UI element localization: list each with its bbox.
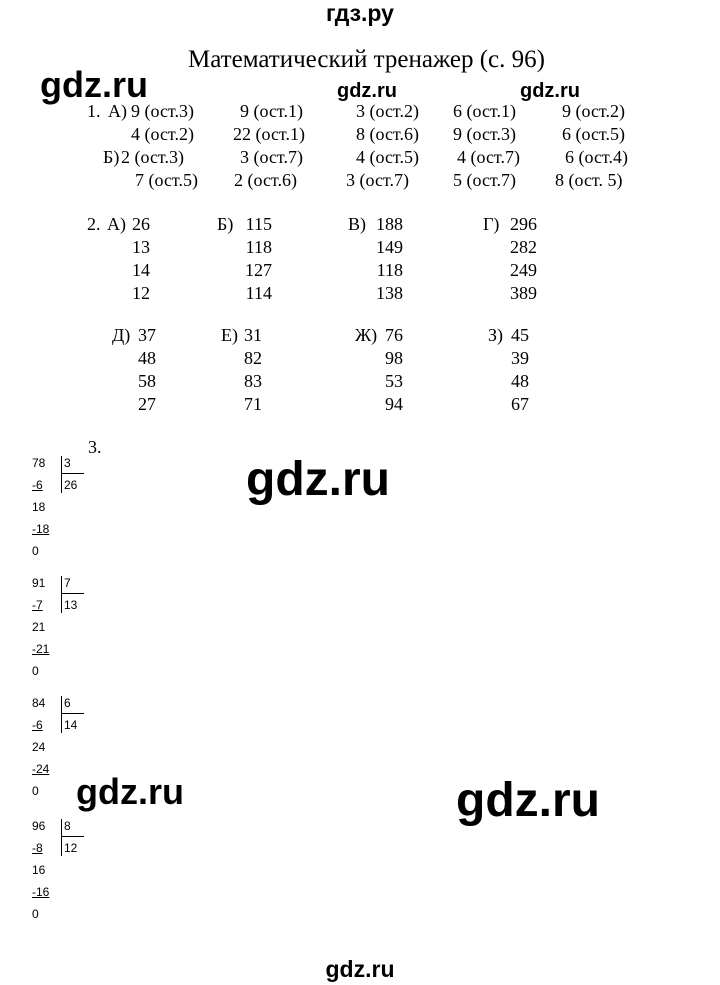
subtrahend: -21 <box>32 642 50 656</box>
subtrahend: -7 <box>32 598 43 612</box>
ex1-cell: 5 (ост.7) <box>453 170 516 190</box>
ex2-value: 67 <box>511 394 529 414</box>
ex1-cell: 6 (ост.4) <box>565 147 628 167</box>
ex2-group-label: Ж) <box>355 325 378 345</box>
ex1-cell: 3 (ост.7) <box>346 170 409 190</box>
subtrahend: -8 <box>32 841 43 855</box>
division-line <box>61 713 84 714</box>
ex2-value: 127 <box>245 260 272 280</box>
partial-dividend: 18 <box>32 500 46 514</box>
watermark: gdz.ru <box>76 771 184 812</box>
ex2-value: 26 <box>132 214 150 234</box>
watermark: gdz.ru <box>246 453 390 506</box>
ex1-cell: 2 (ост.3) <box>121 147 184 167</box>
quotient: 12 <box>64 841 78 855</box>
ex2-value: 94 <box>385 394 403 414</box>
remainder: 0 <box>32 664 39 678</box>
ex1-cell: 8 (ост. 5) <box>555 170 623 190</box>
remainder: 0 <box>32 784 39 798</box>
division-bar <box>61 456 62 493</box>
ex1-cell: 9 (ост.3) <box>131 101 194 121</box>
ex2-group-label: Б) <box>217 214 234 234</box>
division-bar <box>61 696 62 733</box>
division-bar <box>61 819 62 856</box>
exercise-1-label-a: А) <box>108 101 127 121</box>
ex2-value: 118 <box>245 237 272 257</box>
exercise-1-number: 1. <box>87 101 101 121</box>
ex1-cell: 8 (ост.6) <box>356 124 419 144</box>
ex1-cell: 9 (ост.3) <box>453 124 516 144</box>
ex1-cell: 3 (ост.7) <box>240 147 303 167</box>
division-line <box>61 593 84 594</box>
division-bar <box>61 576 62 613</box>
page-title: Математический тренажер (с. 96) <box>188 46 545 73</box>
watermark: gdz.ru <box>325 956 395 982</box>
subtrahend: -24 <box>32 762 50 776</box>
dividend: 78 <box>32 456 46 470</box>
ex1-cell: 3 (ост.2) <box>356 101 419 121</box>
ex2-group-label: Д) <box>112 325 131 345</box>
ex2-value: 14 <box>132 260 150 280</box>
ex2-group-label: Г) <box>483 214 500 234</box>
divisor: 6 <box>64 696 71 710</box>
ex2-value: 71 <box>244 394 262 414</box>
ex2-value: 37 <box>138 325 156 345</box>
ex2-value: 48 <box>138 348 156 368</box>
ex2-value: 138 <box>376 283 403 303</box>
ex1-cell: 22 (ост.1) <box>233 124 305 144</box>
subtrahend: -16 <box>32 885 50 899</box>
ex2-value: 249 <box>510 260 537 280</box>
ex2-value: 115 <box>245 214 272 234</box>
ex2-value: 27 <box>138 394 156 414</box>
partial-dividend: 16 <box>32 863 46 877</box>
watermark: gdz.ru <box>40 64 148 105</box>
ex1-cell: 4 (ост.7) <box>457 147 520 167</box>
dividend: 96 <box>32 819 46 833</box>
ex2-value: 188 <box>376 214 403 234</box>
ex2-group-label: А) <box>107 214 126 234</box>
ex2-value: 389 <box>510 283 537 303</box>
ex2-value: 118 <box>376 260 403 280</box>
ex2-group-label: З) <box>488 325 504 345</box>
partial-dividend: 24 <box>32 740 46 754</box>
ex2-value: 39 <box>511 348 529 368</box>
watermark: gdz.ru <box>456 774 600 827</box>
ex2-value: 282 <box>510 237 537 257</box>
quotient: 26 <box>64 478 78 492</box>
ex1-cell: 9 (ост.2) <box>562 101 625 121</box>
quotient: 14 <box>64 718 78 732</box>
ex2-value: 58 <box>138 371 156 391</box>
ex1-cell: 6 (ост.1) <box>453 101 516 121</box>
ex1-cell: 7 (ост.5) <box>135 170 198 190</box>
subtrahend: -6 <box>32 478 43 492</box>
subtrahend: -18 <box>32 522 50 536</box>
ex1-cell: 9 (ост.1) <box>240 101 303 121</box>
partial-dividend: 21 <box>32 620 46 634</box>
dividend: 91 <box>32 576 46 590</box>
ex2-value: 296 <box>510 214 537 234</box>
ex1-cell: 2 (ост.6) <box>234 170 297 190</box>
ex2-value: 82 <box>244 348 262 368</box>
remainder: 0 <box>32 544 39 558</box>
ex2-value: 98 <box>385 348 403 368</box>
divisor: 7 <box>64 576 71 590</box>
exercise-3-number: 3. <box>88 437 102 457</box>
ex1-cell: 4 (ост.5) <box>356 147 419 167</box>
ex2-group-label: Е) <box>221 325 238 345</box>
ex1-cell: 4 (ост.2) <box>131 124 194 144</box>
exercise-2-number: 2. <box>87 214 101 234</box>
remainder: 0 <box>32 907 39 921</box>
ex2-value: 13 <box>132 237 150 257</box>
ex2-value: 53 <box>385 371 403 391</box>
exercise-1-label-b: Б) <box>103 147 120 167</box>
ex2-value: 149 <box>376 237 403 257</box>
ex2-value: 45 <box>511 325 529 345</box>
subtrahend: -6 <box>32 718 43 732</box>
division-line <box>61 473 84 474</box>
divisor: 8 <box>64 819 71 833</box>
watermark: gdz.ru <box>337 80 397 102</box>
ex2-group-label: В) <box>348 214 366 234</box>
divisor: 3 <box>64 456 71 470</box>
ex2-value: 114 <box>245 283 272 303</box>
site-header[interactable]: гдз.ру <box>326 0 394 26</box>
ex2-value: 83 <box>244 371 262 391</box>
division-line <box>61 836 84 837</box>
ex2-value: 76 <box>385 325 403 345</box>
watermark: gdz.ru <box>520 80 580 102</box>
ex2-value: 31 <box>244 325 262 345</box>
ex2-value: 48 <box>511 371 529 391</box>
ex1-cell: 6 (ост.5) <box>562 124 625 144</box>
dividend: 84 <box>32 696 46 710</box>
ex2-value: 12 <box>132 283 150 303</box>
quotient: 13 <box>64 598 78 612</box>
